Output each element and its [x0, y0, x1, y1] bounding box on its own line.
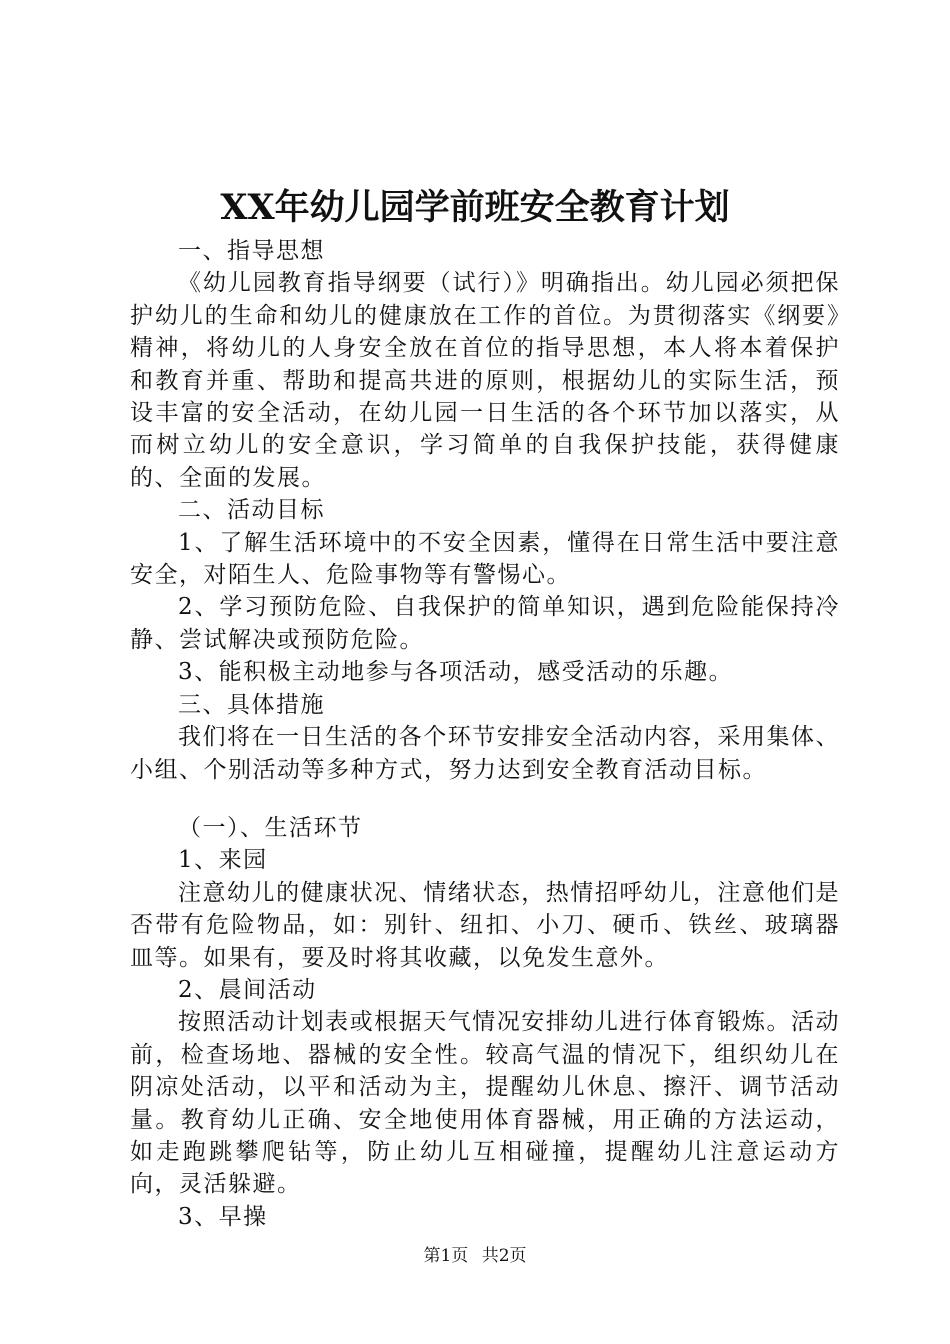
- paragraph-measures: 我们将在一日生活的各个环节安排安全活动内容，采用集体、小组、个别活动等多种方式，努力达到安全教育活动目标。: [130, 724, 840, 783]
- subsection-heading-daily-life: （一）、生活环节: [178, 814, 363, 841]
- item-heading-morning-activity: 2、晨间活动: [178, 976, 317, 1003]
- page-number-footer: 第1页 共2页: [423, 1246, 527, 1266]
- paragraph-morning-activity: 按照活动计划表或根据天气情况安排幼儿进行体育锻炼。活动前，检查场地、器械的安全性。较高气温的情况下，组织幼儿在阴凉处活动，以平和活动为主，提醒幼儿休息、擦汗、调节活动量。教育幼儿正确、安全地使用体育器械，用正确的方法运动，如走跑跳攀爬钻等，防止幼儿互相碰撞，提醒幼儿注意运动方向，灵活躲避。: [130, 1009, 840, 1198]
- document-body: [130, 235, 840, 1233]
- item-heading-morning-exercise: 3、早操: [178, 1203, 268, 1230]
- paragraph-goal-1: 1、了解生活环境中的不安全因素，懂得在日常生活中要注意安全，对陌生人、危险事物等有警惕心。: [130, 529, 840, 589]
- paragraph-goal-3: 3、能积极主动地参与各项活动，感受活动的乐趣。: [178, 659, 734, 686]
- section-heading-measures: 三、具体措施: [178, 691, 325, 718]
- document-title: XX年幼儿园学前班安全教育计划: [220, 187, 730, 228]
- paragraph-guiding-ideology: 《幼儿园教育指导纲要（试行）》明确指出。幼儿园必须把保护幼儿的生命和幼儿的健康放在工作的首位。为贯彻落实《纲要》精神，将幼儿的人身安全放在首位的指导思想，本人将本着保护和教育并重、帮助和提高共进的原则，根据幼儿的实际生活，预设丰富的安全活动，在幼儿园一日生活的各个环节加以落实，从而树立幼儿的安全意识，学习简单的自我保护技能，获得健康的、全面的发展。: [130, 270, 840, 491]
- section-heading-guiding-ideology: 一、指导思想: [178, 238, 325, 264]
- paragraph-arrival: 注意幼儿的健康状况、情绪状态，热情招呼幼儿，注意他们是否带有危险物品，如：别针、纽扣、小刀、硬币、铁丝、玻璃器皿等。如果有，要及时将其收藏，以免发生意外。: [130, 879, 840, 971]
- section-heading-activity-goals: 二、活动目标: [178, 497, 325, 524]
- paragraph-goal-2: 2、学习预防危险、自我保护的简单知识，遇到危险能保持冷静、尝试解决或预防危险。: [130, 594, 840, 653]
- item-heading-arrival: 1、来园: [178, 847, 268, 874]
